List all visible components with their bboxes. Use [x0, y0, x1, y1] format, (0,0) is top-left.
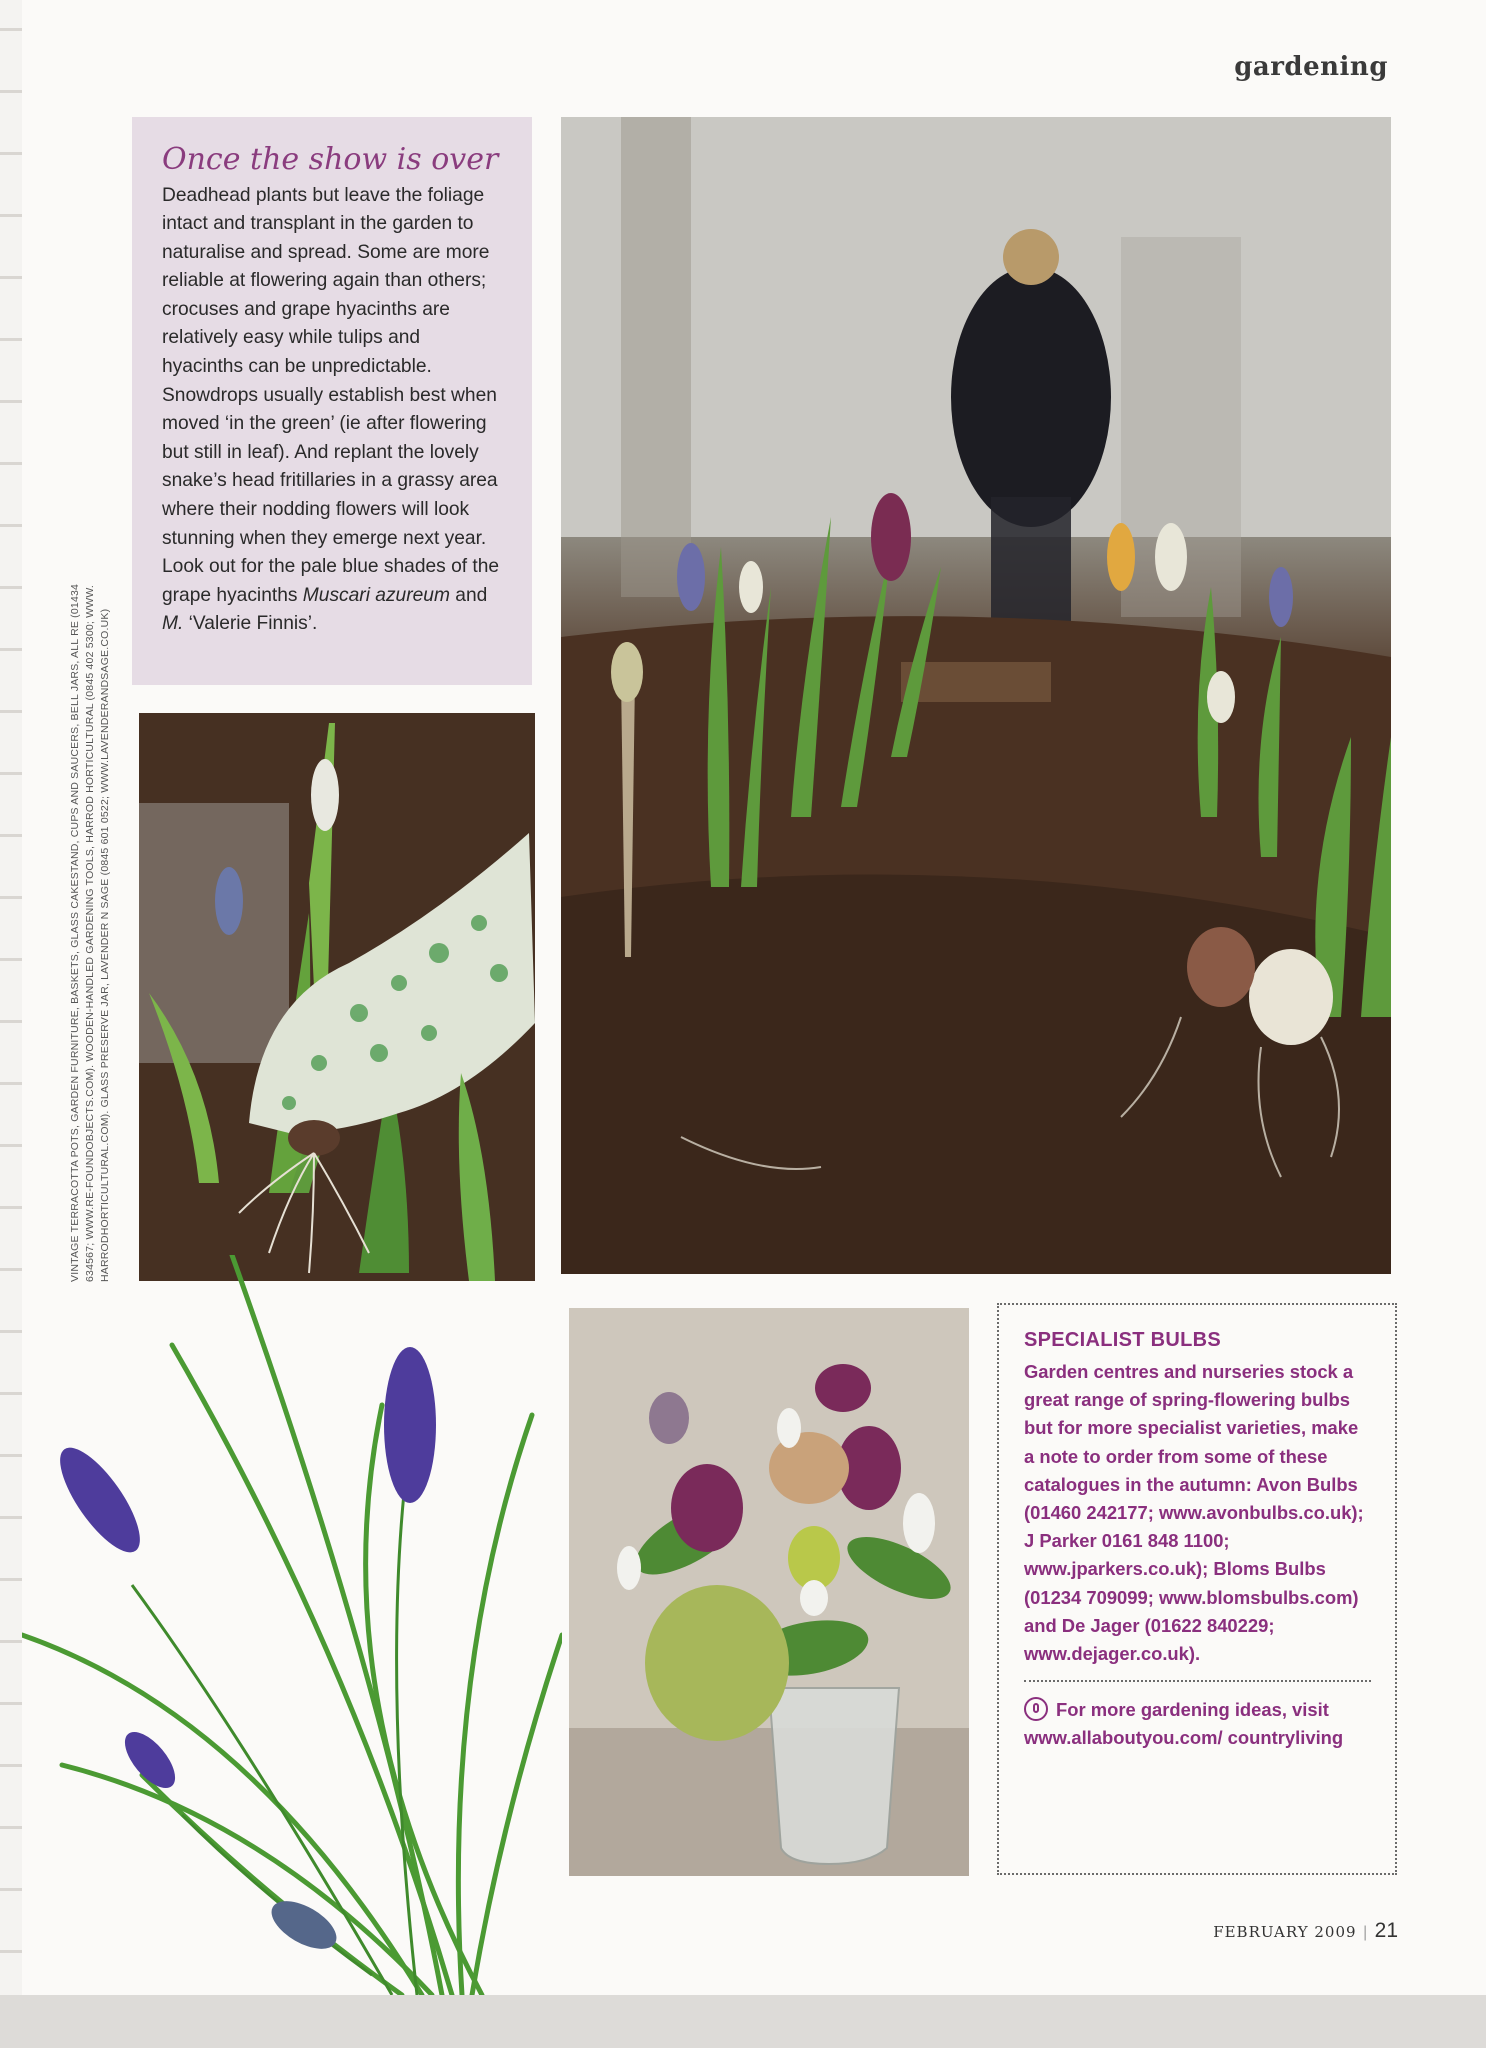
page-folio [1213, 1919, 1398, 1943]
sidebox-body-text-1: Deadhead plants but leave the foliage intact and transplant in the garden to naturalise and spread. Some are more reliable at flowering again than others; crocuses and grape hyacinths are relatively easy while tulips and hyacinths can be unpredictable. Snowdrops usually establish best when moved ‘in the green’ (ie after flowering but still in leaf). And replant the lovely snake’s head fritillaries in a grassy area where their nodding flowers will look stunning when they emerge next year. Look out for the pale blue shades of the grape hyacinths [162, 184, 500, 606]
sidebox-italic-1: Muscari azureum [302, 584, 450, 606]
dotted-divider [1024, 1680, 1371, 1682]
scan-bottom-margin [0, 1995, 1486, 2048]
once-the-show-is-over-box [132, 117, 532, 685]
sidebox-title: Once the show is over [162, 142, 499, 177]
page-number: 21 [1374, 1919, 1398, 1942]
photo-gloved-hand-planting [139, 713, 535, 1281]
computer-mouse-icon [1024, 1697, 1048, 1721]
specialist-bulbs-body: Garden centres and nurseries stock a great range of spring-flowering bulbs but for more specialist varieties, make a note to order from some of these catalogues in the autumn: Avon Bulbs (01460 242177; www.avonbulbs.co.uk); J Parker 0161 848 1100; www.jparkers.co.uk); Bloms Bulbs (01234 709099; www.blomsbulbs.com) and De Jager (01622 840229; www.dejager.co.uk). [1024, 1361, 1364, 1665]
flower-jar-illustration [569, 1308, 969, 1876]
sidebox-body-text-3: ‘Valerie Finnis’. [183, 613, 318, 635]
more-gardening-ideas [1024, 1696, 1371, 1752]
photo-bulb-flowers-in-jar [569, 1308, 969, 1876]
sidebox-italic-2: M. [162, 613, 184, 635]
section-label: gardening [1234, 52, 1388, 82]
more-gardening-ideas-text: For more gardening ideas, visit www.allaboutyou.com/ countryliving [1024, 1699, 1344, 1749]
folio-separator: | [1362, 1923, 1369, 1941]
torn-page-edge [0, 0, 22, 2048]
planting-bulbs-illustration [561, 117, 1391, 1274]
muscari-illustration [22, 1255, 562, 1995]
photo-planting-bulbs [561, 117, 1391, 1274]
photo-credits: VINTAGE TERRACOTTA POTS, GARDEN FURNITURE, BASKETS, GLASS CAKESTAND, CUPS AND SAUCERS, BELL JARS, ALL RE (01434 634567; WWW.RE-FOUNDOBJECTS.COM). WOODEN-HANDLED GARDENING TOOLS, HARROD HORTICULTURAL (0845 402 5300; WWW. HARRODHORTICULTURAL.COM). GLASS PRESERVE JAR, LAVENDER N SAGE (0845 601 0522; WWW.LAVENDERANDSAGE.CO.UK) [69, 583, 111, 1282]
specialist-bulbs-box [997, 1303, 1397, 1875]
sidebox-body [162, 182, 504, 640]
specialist-bulbs-heading: SPECIALIST BULBS [1024, 1329, 1222, 1351]
issue-date: FEBRUARY 2009 [1213, 1923, 1357, 1941]
sidebox-body-text-2: and [449, 584, 488, 606]
gloved-hand-illustration [139, 713, 535, 1281]
photo-muscari-grape-hyacinths [22, 1255, 562, 1995]
